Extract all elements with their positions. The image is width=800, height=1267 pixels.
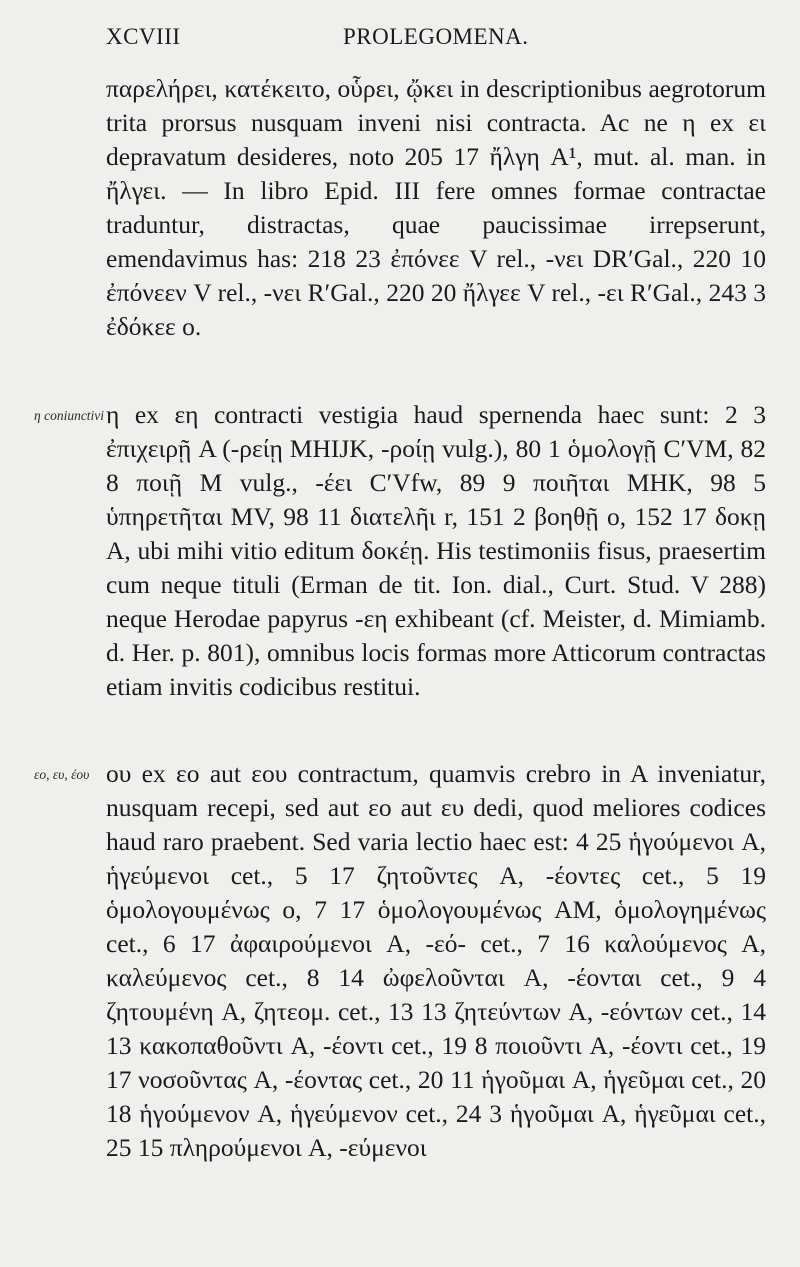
paragraph-3: ου ex εο aut εου contractum, quamvis crebro in A inveniatur, nusquam recepi, sed aut εο aut ευ dedi, quod meliores codices haud raro praebent. Sed varia lectio haec est: 4 25 ἡγούμενοι A, ἡγεύμενοι cet., 5 17 ζητοῦντες A, -έοντες cet., 5 19 ὁμολογουμένως o, 7 17 ὁμολογουμένως AM, ὁμολογημένως cet., 6 17 ἀφαιρούμενοι A, -εό- cet., 7 16 καλούμενος A, καλεύμενος cet., 8 14 ὠφελοῦνται A, -έονται cet., 9 4 ζητουμένη A, ζητεομ. cet., 13 13 ζητεύντων A, -εόντων cet., 14 13 κακοπαθοῦντι A, -έοντι cet., 19 8 ποιοῦντι A, -έοντι cet., 19 17 νοσοῦντας A, -έοντας cet., 20 11 ἡγοῦμαι A, ἡγεῦμαι cet., 20 18 ἡγούμενον A, ἡγεύμενον cet., 24 3 ἡγοῦμαι A, ἡγεῦμαι cet., 25 15 πληρούμενοι A, -εύμενοι — [106, 759, 766, 1162]
running-head: PROLEGOMENA. — [343, 24, 529, 49]
paragraph-2: η ex εη contracti vestigia haud spernenda haec sunt: 2 3 ἐπιχειρῇ A (-ρείῃ MHIJK, -ροίῃ vulg.), 80 1 ὁμολογῇ C′VM, 82 8 ποιῇ M vulg., -έει C′Vfw, 89 9 ποιῆται MHK, 98 5 ὑπηρετῆται MV, 98 11 διατελῆι r, 151 2 βοηθῇ o, 152 17 δοκῃ A, ubi mihi vitio editum δοκέῃ. His testimoniis fisus, praesertim cum neque tituli (Erman de tit. Ion. dial., Curt. Stud. V 288) neque Herodae papyrus -εη exhibeant (cf. Meister, d. Mimiamb. d. Her. p. 801), omnibus locis formas more Atticorum contractas etiam invitis codicibus restitui. — [106, 400, 766, 701]
page-header — [0, 14, 800, 50]
page-number: XCVIII — [106, 24, 181, 49]
margin-note-eo-eu: εο, ευ, έου — [34, 767, 90, 782]
paragraph-1: παρελήρει, κατέκειτο, οὗρει, ᾤκει in descriptionibus aegrotorum trita prorsus nusquam inveni nisi contracta. Ac ne η ex ει depravatum desideres, noto 205 17 ἤλγη A¹, mut. al. man. in ἤλγει. — In libro Epid. III fere omnes formae contractae traduntur, distractas, quae paucissimae irrepserunt, emendavimus has: 218 23 ἐπόνεε V rel., -νει DR′Gal., 220 10 ἐπόνεεν V rel., -νει R′Gal., 220 20 ἤλγεε V rel., -ει R′Gal., 243 3 ἐδόκεε o. — [106, 74, 766, 341]
margin-note-eta-coniunctivi: η coniunctivi — [34, 408, 105, 423]
